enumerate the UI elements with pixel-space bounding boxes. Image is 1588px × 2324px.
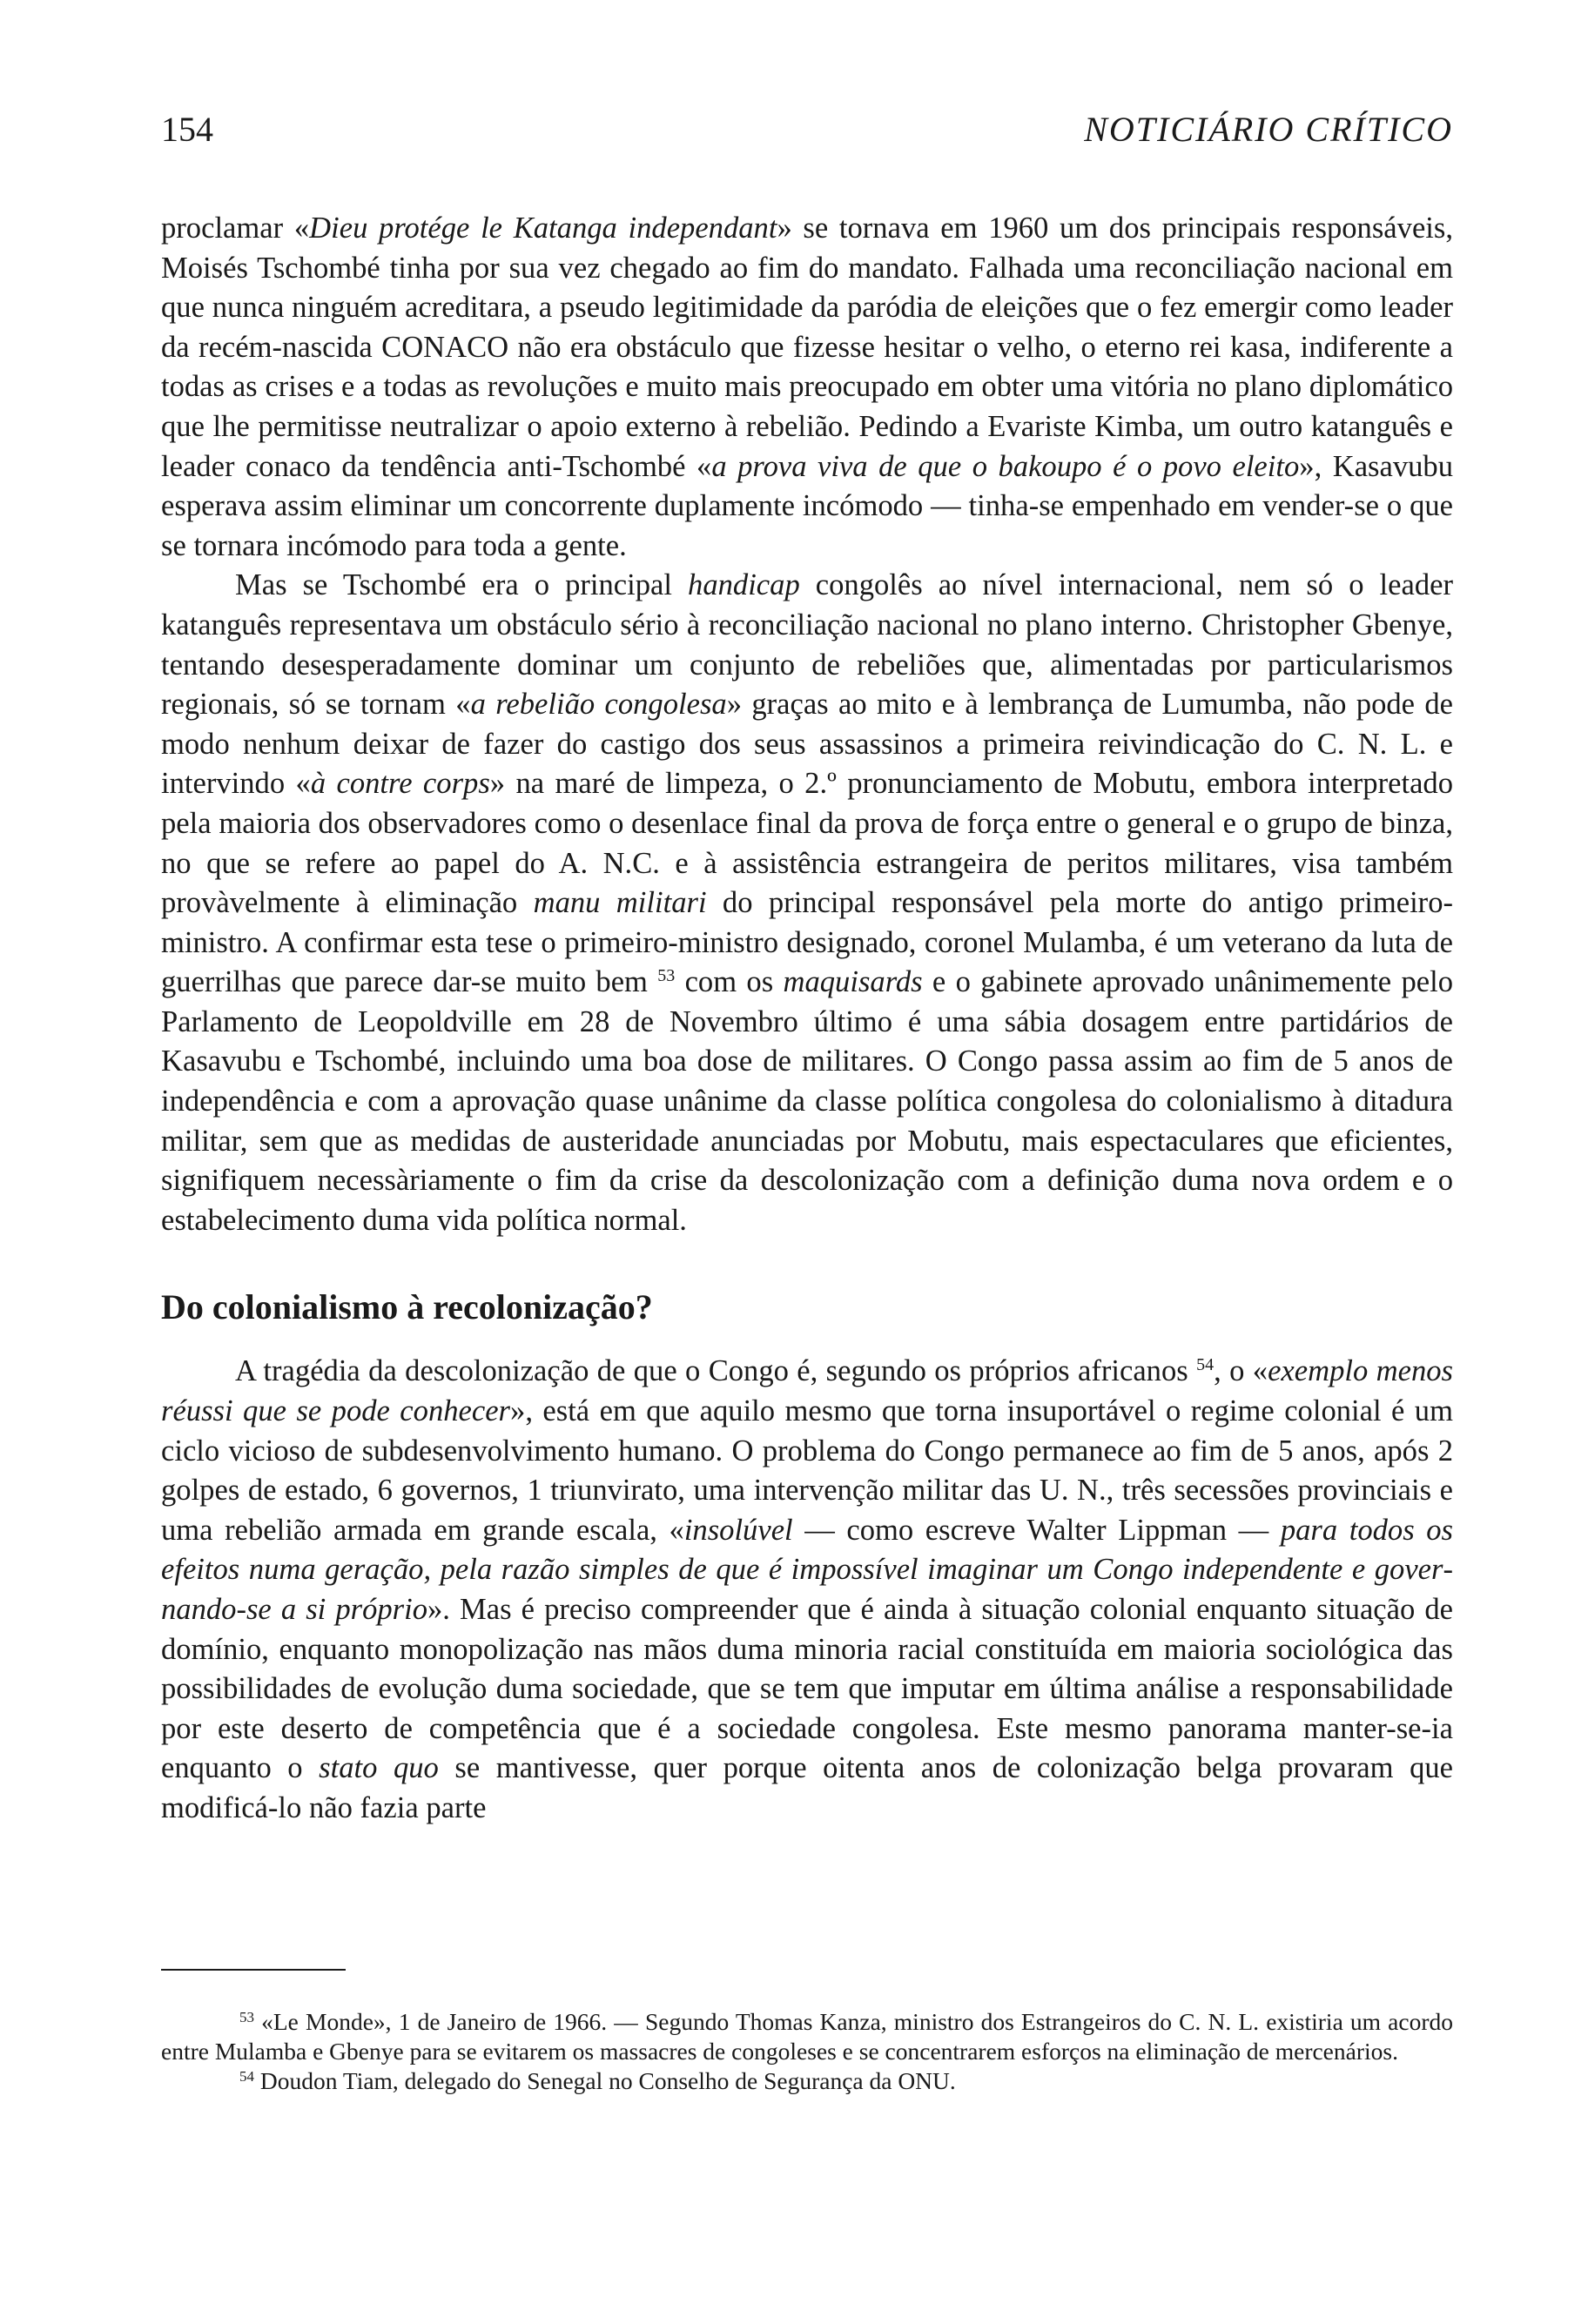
running-head — [161, 109, 1453, 161]
italic-run: insolúvel — [683, 1513, 793, 1547]
text-run: do principal responsável pela morte do antigo primeiro-ministro. A confirmar esta tese o primeiro-ministro designado, coronel Mulamba, é um veterano da luta de guerrilhas que parece dar-se muito bem — [161, 886, 1453, 999]
text-run: » na maré de limpeza, o 2.º pronunciamento de Mobutu, embora interpretado pela maioria dos observadores como o desenlace final da prova de força entre o general e o grupo de binza, no que se refere ao papel do A. N.C. e à assistência estrangeira de peritos militares, visa também provàvelmente à eliminação — [161, 767, 1453, 920]
italic-run: a rebelião congolesa — [470, 688, 727, 722]
text-run: — como escreve Walter Lippman — — [792, 1513, 1281, 1547]
text-run: proclamar « — [161, 212, 310, 245]
italic-run: maquisards — [783, 965, 923, 999]
footnote-text: Doudon Tiam, delegado do Senegal no Conselho de Segurança da ONU. — [254, 2067, 956, 2094]
text-run: se mantivesse, quer porque oitenta anos de colonização belga provaram que modificá-lo não fazia parte — [161, 1751, 1453, 1824]
italic-run: manu militari — [533, 886, 707, 920]
text-run: ». Mas é preciso compreender que é ainda à situação colonial enquanto situação de domínio, enquanto monopolização nas mãos duma minoria racial constituída em maioria sociológica das possibilidades de evolução duma sociedade, que se tem que imputar em última análise a responsabilidade por este deserto de competência que é a sociedade congolesa. Este mesmo panorama manter-se-ia enquanto o — [161, 1593, 1453, 1785]
italic-run: à contre corps — [310, 767, 490, 801]
body-text — [161, 209, 1453, 1829]
section-heading: Do colonialismo à recolonização? — [161, 1287, 653, 1327]
footnote-ref-53[interactable]: 53 — [657, 966, 676, 986]
italic-run: stato quo — [319, 1751, 439, 1785]
paragraph-2 — [161, 566, 1453, 1240]
running-title: NOTICIÁRIO CRÍTICO — [1084, 110, 1453, 149]
text-run: com os — [675, 965, 784, 999]
text-run: » se tornava em 1960 um dos principais responsáveis, Moisés Tschombé tinha por sua vez chegado ao fim do mandato. Falhada uma reconciliação nacional em que nunca ninguém acreditara, a pseudo legitimidade da paródia de eleições que o fez emergir como leader da recém-nascida CONACO não era obstáculo que fizesse hesitar o velho, o eterno rei kasa, indiferente a todas as crises e a todas as revoluções e muito mais preocupado em obter uma vitória no plano diplomático que lhe permitisse neutralizar o apoio externo à rebelião. Pedindo a Evariste Kimba, um outro katanguês e leader conaco da tendência anti-Tschombé « — [161, 212, 1453, 483]
footnote-ref-54[interactable]: 54 — [1196, 1355, 1215, 1375]
italic-run: handicap — [688, 568, 800, 602]
text-run: e o gabinete aprovado unânimemente pelo Parlamento de Leopoldville em 28 de Novembro último é uma sábia dosagem entre partidários de Kasavubu e Tschombé, incluindo uma boa dose de militares. O Congo passa assim ao fim de 5 anos de independência e com a aprovação quase unânime da classe política congolesa do colonialismo à ditadura militar, sem que as medidas de austeridade anunciadas por Mobutu, mais espectaculares que eficientes, signifiquem necessàriamente o fim da crise da descolonização com a definição duma nova ordem e o estabelecimento duma vida política normal. — [161, 965, 1453, 1237]
text-run: », está em que aquilo mesmo que torna insuportável o regime colonial é um ciclo vicioso de subdesenvolvimento humano. O problema do Congo permanece ao fim de 5 anos, após 2 golpes de estado, 6 governos, 1 triunvirato, uma intervenção militar das U. N., três secessões provinciais e uma rebelião armada em grande escala, « — [161, 1394, 1453, 1547]
italic-run: para todos os efeitos numa geração, pela razão simples de que é impossível imaginar um Congo independente e governando-se a si próprio — [161, 1513, 1453, 1626]
text-run: », Kasavubu esperava assim eliminar um concorrente duplamente incómodo — tinha-se empenhado em vender-se o que se tornara incómodo para toda a gente. — [161, 449, 1454, 562]
paragraph-3 — [161, 1352, 1453, 1828]
footnote-54 — [161, 2066, 1453, 2096]
footnote-text: «Le Monde», 1 de Janeiro de 1966. — Segundo Thomas Kanza, ministro dos Estrangeiros do C. N. L. existiria um acordo entre Mulamba e Gbenye para se evitarem os massacres de congoleses e se concentrarem esforços na eliminação de mercenários. — [161, 2008, 1453, 2065]
text-run: » graças ao mito e à lembrança de Lumumba, não pode de modo nenhum deixar de fazer do castigo dos seus assassinos a primeira reivindicação do C. N. L. e intervindo « — [161, 688, 1453, 801]
footnote-rule — [161, 1969, 346, 1971]
italic-run: exemplo menos réussi que se pode conhecer — [161, 1354, 1453, 1428]
text-run: congolês ao nível internacional, nem só o leader katanguês representava um obstáculo sério à reconciliação nacional no plano interno. Christopher Gbenye, tentando desesperadamente dominar um conjunto de rebeliões que, alimentadas por particularismos regionais, só se tornam « — [161, 568, 1453, 722]
italic-run: a prova viva de que o bakoupo é o povo eleito — [711, 449, 1300, 483]
text-run: , o « — [1214, 1354, 1268, 1388]
text-run: Mas se Tschombé era o principal — [235, 568, 689, 602]
footnote-mark: 53 — [239, 2009, 254, 2025]
footnotes — [161, 1969, 1453, 2096]
text-run: A tragédia da descolonização de que o Congo é, segundo os próprios africanos — [235, 1354, 1197, 1388]
footnote-53 — [161, 2007, 1453, 2066]
page-number: 154 — [161, 110, 213, 149]
footnote-mark: 54 — [239, 2068, 254, 2085]
italic-run: Dieu protége le Katanga independant — [309, 212, 777, 245]
paragraph-1 — [161, 209, 1453, 566]
